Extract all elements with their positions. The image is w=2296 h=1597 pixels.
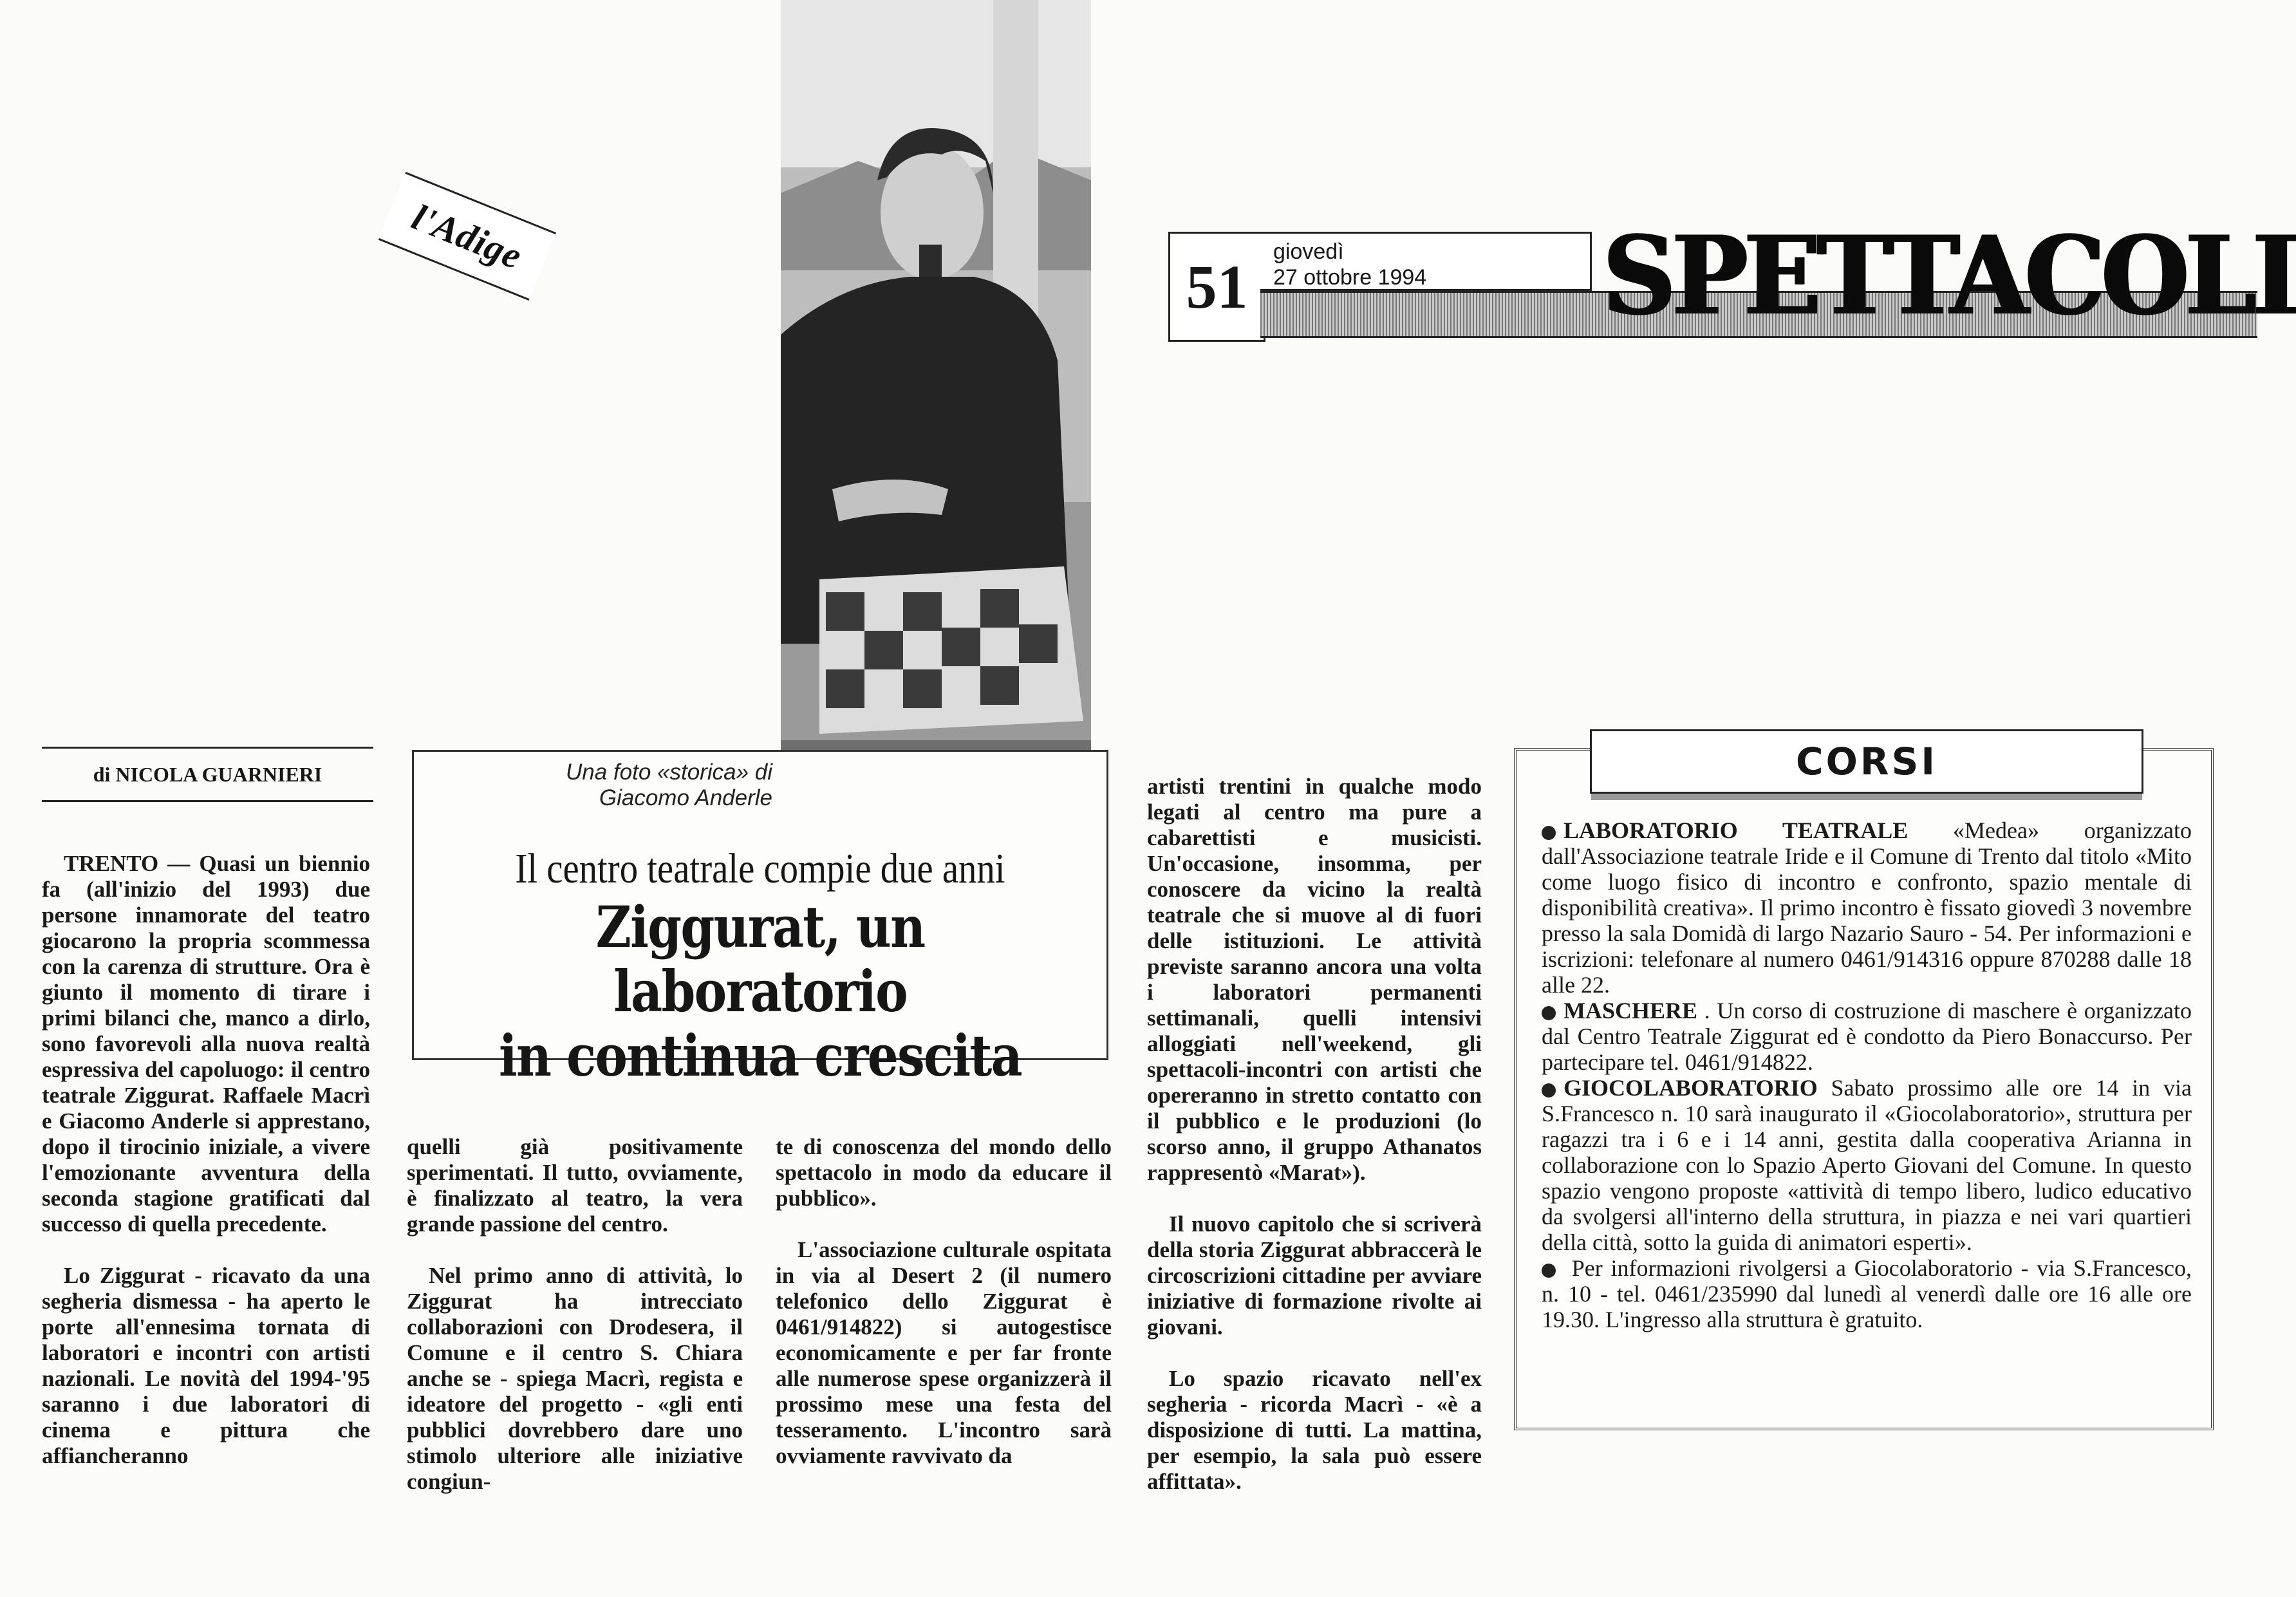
article-column-4	[1147, 748, 1482, 1494]
course-item	[1542, 1075, 2192, 1255]
course-item	[1542, 998, 2192, 1075]
paragraph: Lo Ziggurat - ricavato da una segheria dismessa - ha aperto le porte all'ennesima tornata di laboratori e incontri con artisti nazionali. Le novità del 1994-'95 saranno i due laboratori di cinema e pittura che affiancheranno	[42, 1263, 370, 1468]
paragraph: Nel primo anno di attività, lo Ziggurat ha intrecciato collaborazioni con Drodesera, il Comune e il centro S. Chiara anche se - spiega Macrì, regista e ideatore del progetto - «gli enti pubblici dovrebbero dare uno stimolo ulteriore alle iniziative congiun-	[407, 1263, 743, 1494]
caption-line-2: Giacomo Anderle	[599, 785, 772, 810]
article-photo	[781, 0, 1091, 829]
course-item-lead: GIOCOLABORATORIO	[1563, 1075, 1818, 1101]
logo-text: l'Adige	[406, 195, 528, 277]
article-column-2	[407, 1108, 743, 1494]
headline	[463, 895, 1057, 1088]
course-item-text: Sabato prossimo alle ore 14 in via S.Francesco n. 10 sarà inaugurato il «Giocolaboratorio», struttura per ragazzi tra i 6 e i 14 anni, gestita dalla cooperativa Arianna in collaborazione con lo Spazio Aperto Giovani del Comune. In questo spazio vengono proposte «attività di tempo libero, ludico educativo da svolgersi all'interno della struttura, in piazza e nei vari quartieri della città, sotto la guida di animatori esperti».	[1542, 1075, 2192, 1255]
paragraph: te di conoscenza del mondo dello spettacolo in modo da educare il pubblico».	[776, 1134, 1112, 1211]
date: 27 ottobre 1994	[1273, 265, 1427, 290]
courses-title: CORSI	[1590, 729, 2143, 794]
issue-date	[1260, 232, 1592, 291]
course-item	[1542, 1255, 2192, 1332]
paragraph: Il nuovo capitolo che si scriverà della storia Ziggurat abbraccerà le circoscrizioni cittadine per avviare iniziative di formazione rivolte ai giovani.	[1147, 1211, 1482, 1340]
paragraph: TRENTO — Quasi un biennio fa (all'inizio del 1993) due persone innamorate del teatro giocarono la propria scommessa con la carenza di strutture. Ora è giunto il momento di tirare i primi bilanci che, manco a dirlo, sono favorevoli alla nuova realtà espressiva del capoluogo: il centro teatrale Ziggurat. Raffaele Macrì e Giacomo Anderle si apprestano, dopo il tirocinio iniziale, a vivere l'emozionante avventura della seconda stagione gratificati dal successo di quella precedente.	[42, 851, 370, 1237]
paragraph: Lo spazio ricavato nell'ex segheria - ricorda Macrì - «è a disposizione di tutti. La mattina, per esempio, la sala può essere affittata».	[1147, 1366, 1482, 1494]
bullet-icon	[1542, 826, 1556, 840]
paragraph: L'associazione culturale ospitata in via al Desert 2 (il numero telefonico dello Ziggurat è 0461/914822) si autogestisce economicamente e per far fronte alle numerose spese organizzerà il prossimo mese una festa del tesseramento. L'incontro sarà ovviamente ravvivato da	[776, 1237, 1112, 1468]
photo-portrait-illustration	[781, 0, 1091, 829]
page-number	[1168, 232, 1265, 342]
headline-line-2: in continua crescita	[499, 1022, 1022, 1089]
photo-caption	[451, 760, 772, 811]
bullet-icon	[1542, 1006, 1556, 1020]
section-title: SPETTACOLI	[1603, 212, 2296, 339]
byline: di NICOLA GUARNIERI	[42, 747, 373, 802]
article-column-3	[776, 1108, 1112, 1468]
course-item-lead: MASCHERE	[1563, 998, 1698, 1023]
paragraph: quelli già positivamente sperimentati. Il tutto, ovviamente, è finalizzato al teatro, la vera grande passione del centro.	[407, 1134, 743, 1237]
weekday: giovedì	[1273, 239, 1344, 264]
courses-list	[1542, 817, 2192, 1416]
course-item	[1542, 817, 2192, 998]
course-item-text: «Medea» organizzato dall'Associazione teatrale Iride e il Comune di Trento dal titolo «Mito come luogo fisico di incontro e confronto, spazio mentale di disponibilità creativa». Il primo incontro è fissato giovedì 3 novembre presso la sala Domidà di largo Nazario Sauro - 54. Per informazioni e iscrizioni: telefonare al numero 0461/914316 oppure 870288 dalle 18 alle 22.	[1542, 817, 2192, 998]
bullet-icon	[1542, 1083, 1556, 1097]
caption-line-1: Una foto «storica» di	[565, 760, 772, 785]
paragraph: artisti trentini in qualche modo legati al centro ma pure a cabarettisti e musicisti. Un'occasione, insomma, per conoscere da vicino la realtà teatrale che si muove al di fuori delle istituzioni. Le attività previste saranno ancora una volta i laboratori permanenti settimanali, quelli intensivi alloggiati nell'weekend, gli spettacoli-incontri con artisti che opereranno in stretto contatto con il pubblico e le produzioni (lo scorso anno, il gruppo Athanatos rappresentò «Marat»).	[1147, 774, 1482, 1185]
course-item-text: Per informazioni rivolgersi a Giocolaboratorio - via S.Francesco, n. 10 - tel. 0461/235990 dal lunedì al venerdì dalle ore 16 alle ore 19.30. L'ingresso alla struttura è gratuito.	[1542, 1255, 2192, 1332]
headline-line-1: Ziggurat, un laboratorio	[595, 893, 925, 1025]
course-item-lead: LABORATORIO TEATRALE	[1563, 817, 1909, 843]
article-column-1	[42, 825, 370, 1468]
newspaper-logo	[378, 172, 556, 301]
bullet-icon	[1542, 1264, 1556, 1278]
page-number-text: 51	[1186, 252, 1248, 321]
kicker: Il centro teatrale compie due anni	[515, 845, 1005, 892]
course-item-text: . Un corso di costruzione di maschere è organizzato dal Centro Teatrale Ziggurat ed è condotto da Piero Bonaccurso. Per partecipare tel. 0461/914822.	[1542, 998, 2192, 1075]
